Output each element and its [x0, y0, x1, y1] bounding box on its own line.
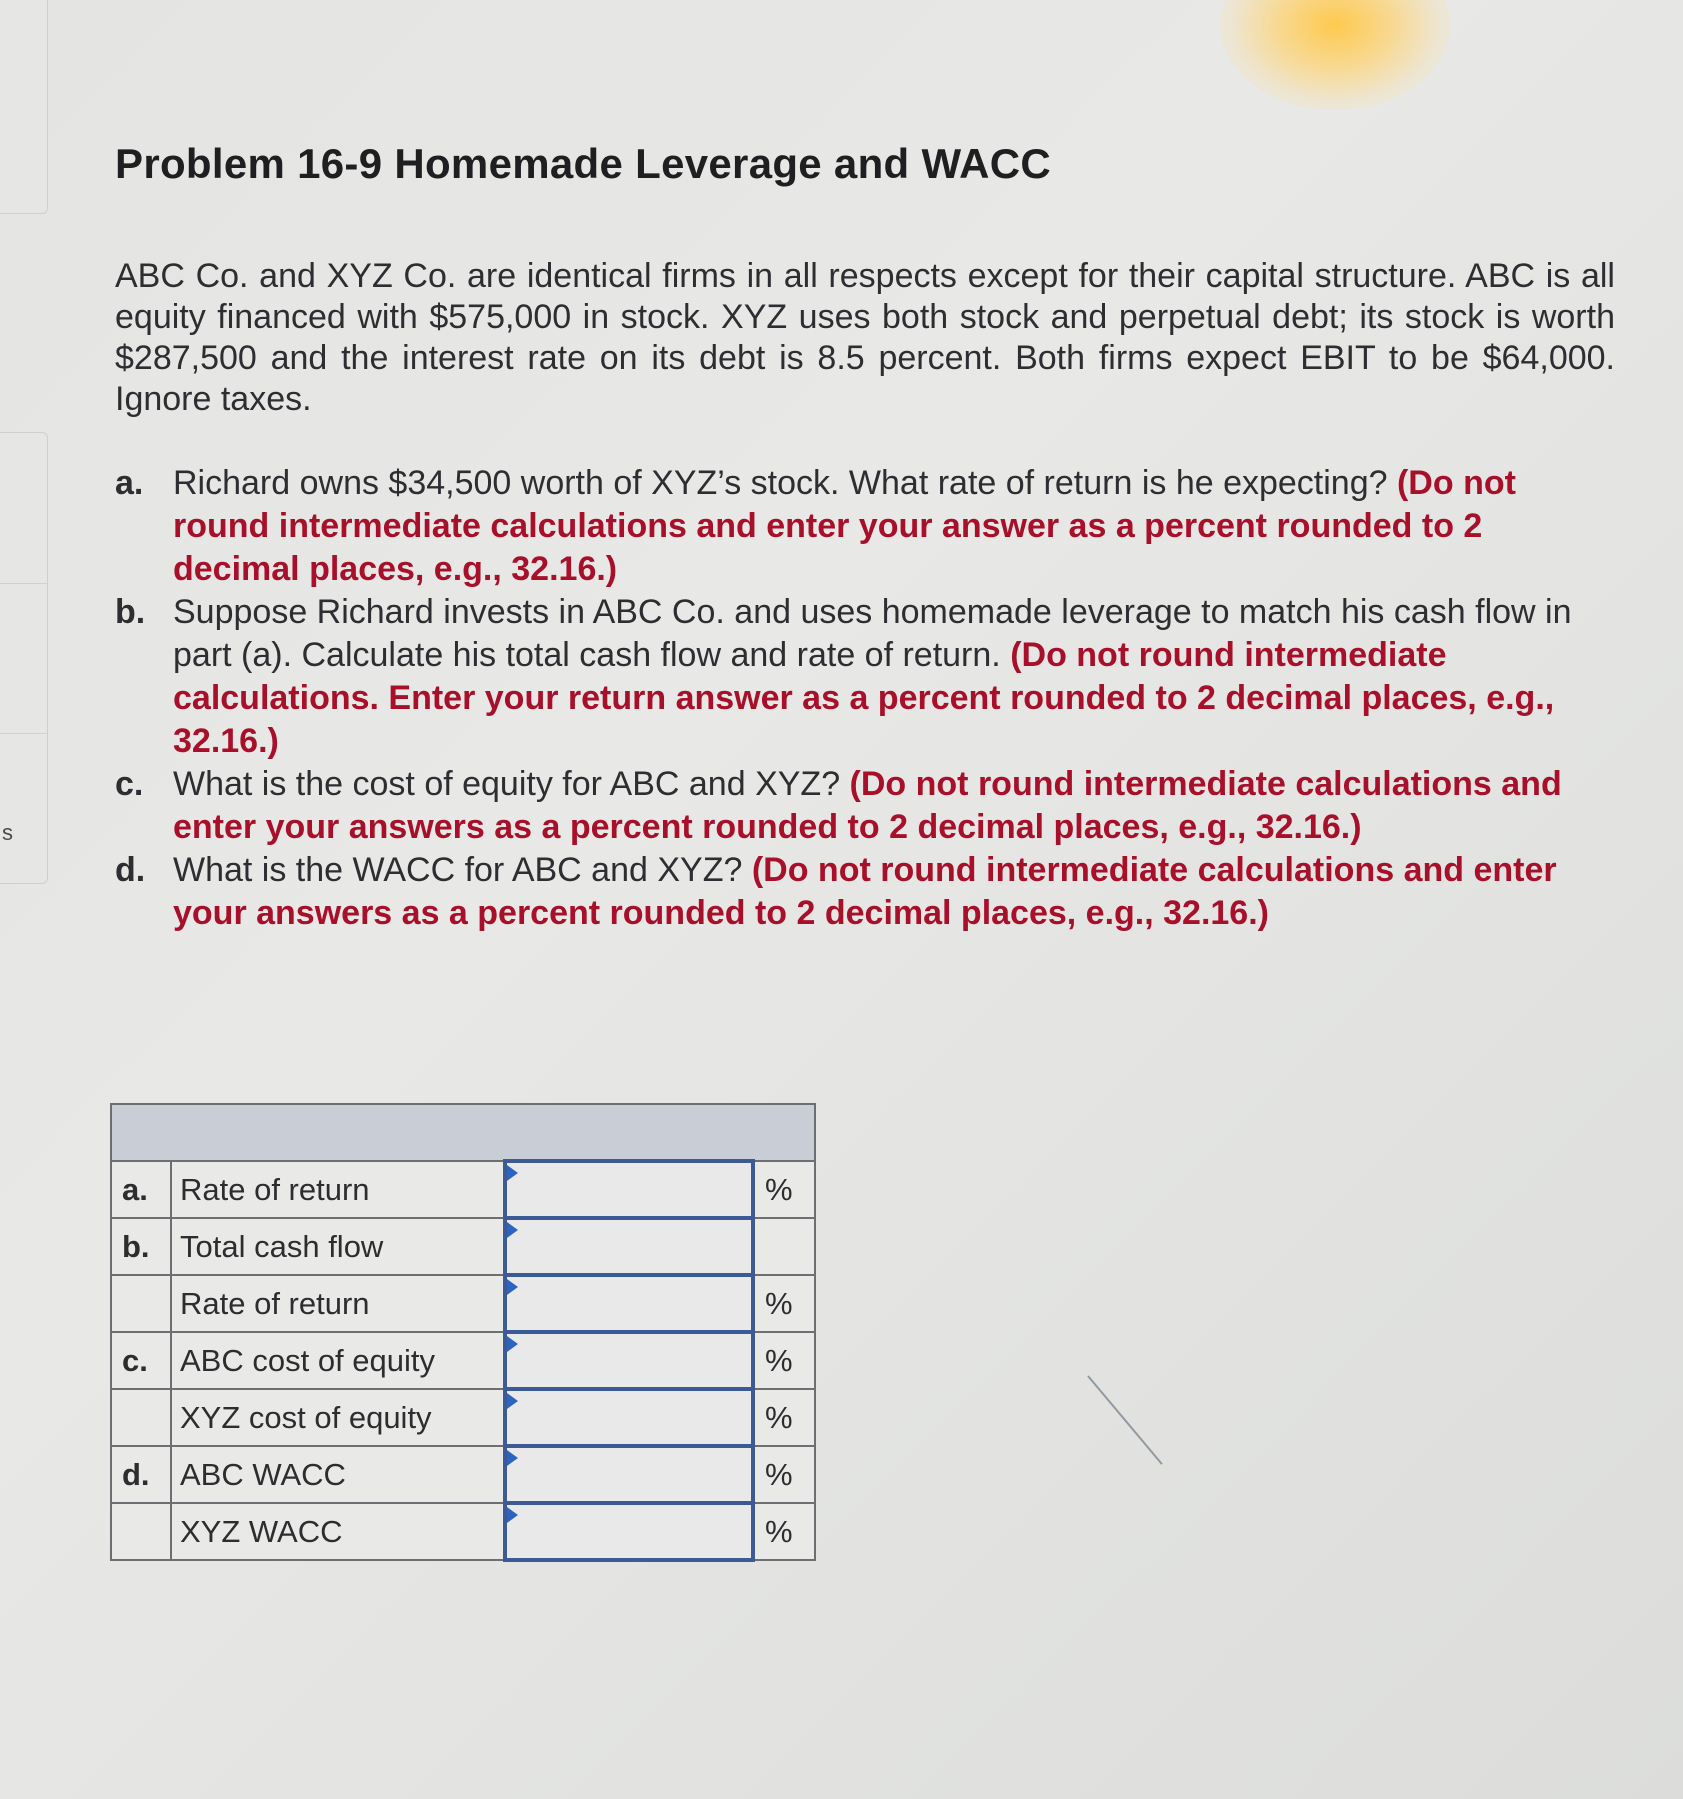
question-instruction: (Do not round intermediate calculations. Enter your return answer as a percent rounded to 2 decimal places, e.g., 32.16.) — [173, 636, 1555, 760]
question-body — [173, 462, 1613, 591]
row-label: ABC cost of equity — [171, 1332, 505, 1389]
input-flag-icon — [507, 1393, 518, 1409]
row-label: Rate of return — [171, 1275, 505, 1332]
total-cash-flow-input[interactable] — [507, 1222, 751, 1271]
row-letter — [111, 1275, 171, 1332]
left-side-panel-nav — [0, 432, 48, 884]
row-letter — [111, 1503, 171, 1560]
table-row-c-xyz-cost-of-equity — [111, 1389, 815, 1446]
table-row-d-xyz-wacc — [111, 1503, 815, 1560]
question-letter: c. — [115, 765, 144, 803]
row-letter: b. — [111, 1218, 171, 1275]
row-label: ABC WACC — [171, 1446, 505, 1503]
question-text: What is the cost of equity for ABC and XYZ? — [173, 765, 850, 803]
rate-of-return-a-input[interactable] — [507, 1165, 751, 1214]
question-d — [115, 849, 1615, 935]
table-row-b-rate-of-return — [111, 1275, 815, 1332]
question-letter: b. — [115, 593, 146, 631]
answer-table — [110, 1103, 816, 1562]
question-b — [115, 591, 1615, 763]
question-body — [173, 849, 1613, 935]
answer-cell — [505, 1332, 753, 1389]
question-text: What is the WACC for ABC and XYZ? — [173, 851, 752, 889]
row-letter: a. — [111, 1161, 171, 1218]
unit-label: % — [753, 1389, 815, 1446]
input-flag-icon — [507, 1279, 518, 1295]
row-label: XYZ cost of equity — [171, 1389, 505, 1446]
question-instruction: (Do not round intermediate calculations and enter your answers as a percent rounded to 2 decimal places, e.g., 32.16.) — [173, 765, 1562, 846]
table-row-d-abc-wacc — [111, 1446, 815, 1503]
question-text: Richard owns $34,500 worth of XYZ’s stock. What rate of return is he expecting? — [173, 464, 1397, 502]
problem-title: Problem 16-9 Homemade Leverage and WACC — [115, 140, 1051, 187]
table-row-c-abc-cost-of-equity — [111, 1332, 815, 1389]
answer-cell — [505, 1446, 753, 1503]
problem-intro: ABC Co. and XYZ Co. are identical firms in all respects except for their capital structure. ABC is all equity financed with $575,000 in stock. XYZ uses both stock and perpetual debt; its stock is worth $287,500 and the interest rate on its debt is 8.5 percent. Both firms expect EBIT to be $64,000. Ignore taxes. — [115, 257, 1615, 418]
question-instruction: (Do not round intermediate calculations and enter your answer as a percent rounded to 2 decimal places, e.g., 32.16.) — [173, 464, 1516, 588]
question-letter: d. — [115, 851, 146, 889]
question-text: Suppose Richard invests in ABC Co. and uses homemade leverage to match his cash flow in part (a). Calculate his total cash flow and rate of return. — [173, 593, 1572, 674]
unit-label: % — [753, 1161, 815, 1218]
table-header-row — [111, 1104, 815, 1161]
unit-label: % — [753, 1275, 815, 1332]
input-flag-icon — [507, 1165, 518, 1181]
input-flag-icon — [507, 1336, 518, 1352]
abc-wacc-input[interactable] — [507, 1450, 751, 1499]
problem-content — [115, 140, 1615, 935]
answer-cell — [505, 1218, 753, 1275]
abc-cost-of-equity-input[interactable] — [507, 1336, 751, 1385]
question-c — [115, 763, 1615, 849]
left-side-panel-top — [0, 0, 48, 214]
row-label: Rate of return — [171, 1161, 505, 1218]
light-glare — [1220, 0, 1450, 110]
row-letter — [111, 1389, 171, 1446]
table-row-a-rate-of-return — [111, 1161, 815, 1218]
row-letter: d. — [111, 1446, 171, 1503]
question-body — [173, 763, 1613, 849]
unit-label: % — [753, 1503, 815, 1560]
question-list — [115, 462, 1615, 935]
panel-divider — [0, 733, 47, 734]
left-edge-letter: s — [2, 820, 13, 845]
xyz-cost-of-equity-input[interactable] — [507, 1393, 751, 1442]
row-label: XYZ WACC — [171, 1503, 505, 1560]
question-instruction: (Do not round intermediate calculations and enter your answers as a percent rounded to 2 decimal places, e.g., 32.16.) — [173, 851, 1557, 932]
panel-divider — [0, 583, 47, 584]
answer-cell — [505, 1503, 753, 1560]
answer-cell — [505, 1161, 753, 1218]
unit-label — [753, 1218, 815, 1275]
question-letter: a. — [115, 464, 144, 502]
question-a — [115, 462, 1615, 591]
unit-label: % — [753, 1332, 815, 1389]
answer-cell — [505, 1275, 753, 1332]
table-header-cell — [111, 1104, 815, 1161]
rate-of-return-b-input[interactable] — [507, 1279, 751, 1328]
answer-cell — [505, 1389, 753, 1446]
input-flag-icon — [507, 1507, 518, 1523]
input-flag-icon — [507, 1450, 518, 1466]
row-letter: c. — [111, 1332, 171, 1389]
row-label: Total cash flow — [171, 1218, 505, 1275]
unit-label: % — [753, 1446, 815, 1503]
input-flag-icon — [507, 1222, 518, 1238]
stray-pen-mark — [1087, 1375, 1162, 1464]
xyz-wacc-input[interactable] — [507, 1507, 751, 1556]
question-body — [173, 591, 1613, 763]
table-row-b-total-cash-flow — [111, 1218, 815, 1275]
